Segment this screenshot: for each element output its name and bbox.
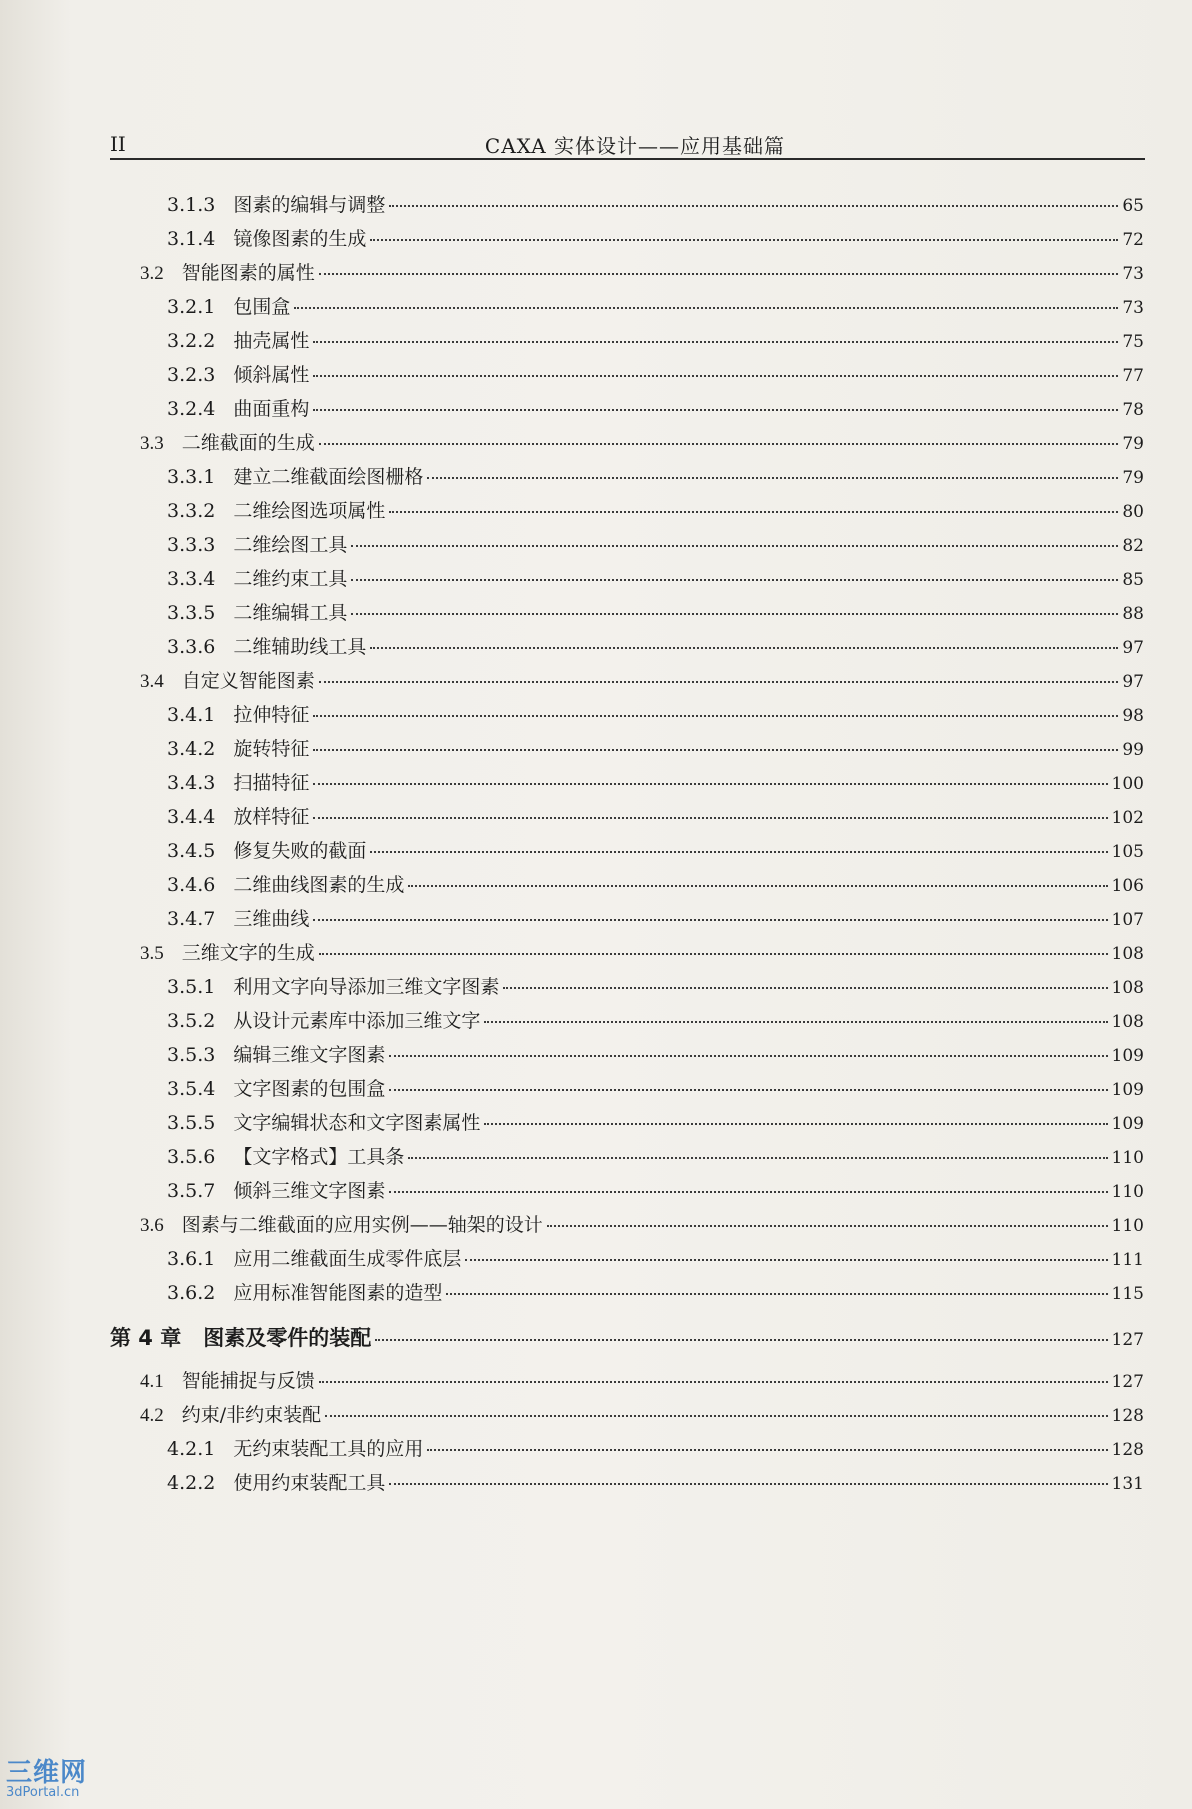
toc-entry-number: 3.4.2	[167, 738, 216, 760]
toc-entry	[167, 734, 1144, 760]
toc-entry-title: 无约束装配工具的应用	[233, 1438, 424, 1460]
toc-entry	[167, 1108, 1144, 1134]
toc-entry-title: 文字图素的包围盒	[233, 1078, 386, 1100]
toc-entry-page: 110	[1111, 1216, 1144, 1236]
toc-entry-number: 3.6.1	[167, 1248, 216, 1270]
toc-entry	[167, 1176, 1144, 1202]
dot-leader	[370, 647, 1118, 649]
toc-entry-page: 127	[1111, 1330, 1144, 1350]
toc-entry-number: 3.1.4	[167, 228, 216, 250]
toc-entry-title: 旋转特征	[233, 738, 310, 760]
toc-entry-title: 图素及零件的装配	[203, 1326, 372, 1350]
dot-leader	[325, 1415, 1107, 1417]
toc-entry-page: 77	[1122, 366, 1144, 386]
toc-entry-number: 3.3.2	[167, 500, 216, 522]
toc-entry-page: 107	[1111, 910, 1144, 930]
dot-leader	[389, 1055, 1107, 1057]
toc-entry	[167, 598, 1144, 624]
toc-entry-page: 73	[1122, 264, 1144, 284]
toc-entry-number: 3.5	[140, 943, 164, 964]
toc-entry-number: 3.3.6	[167, 636, 216, 658]
toc-entry-number: 3.6.2	[167, 1282, 216, 1304]
dot-leader	[375, 1339, 1107, 1341]
toc-entry-title: 三维文字的生成	[181, 942, 315, 964]
toc-entry-number: 4.2.2	[167, 1472, 216, 1494]
dot-leader	[408, 1157, 1107, 1159]
toc-entry-title: 【文字格式】工具条	[233, 1146, 405, 1168]
toc-entry-page: 79	[1122, 468, 1144, 488]
dot-leader	[313, 375, 1118, 377]
toc-entry-number: 4.2.1	[167, 1438, 216, 1460]
toc-entry	[167, 462, 1144, 488]
toc-entry-page: 102	[1111, 808, 1144, 828]
toc-entry-page: 108	[1111, 978, 1144, 998]
toc-entry	[167, 1278, 1144, 1304]
dot-leader	[351, 579, 1118, 581]
toc-entry-title: 应用标准智能图素的造型	[233, 1282, 443, 1304]
toc-entry-title: 二维截面的生成	[181, 432, 315, 454]
toc-entry	[167, 632, 1144, 658]
toc-entry-page: 110	[1111, 1182, 1144, 1202]
toc-entry-number: 3.5.5	[167, 1112, 216, 1134]
toc-entry-number: 3.3.5	[167, 602, 216, 624]
toc-entry	[167, 564, 1144, 590]
toc-entry-number: 4.2	[140, 1405, 164, 1426]
toc-entry-title: 二维绘图工具	[233, 534, 348, 556]
toc-entry	[110, 1322, 1144, 1348]
toc-entry-page: 109	[1111, 1080, 1144, 1100]
toc-entry-title: 应用二维截面生成零件底层	[233, 1248, 462, 1270]
dot-leader	[294, 307, 1118, 309]
toc-entry	[167, 1074, 1144, 1100]
toc-entry	[167, 190, 1144, 216]
dot-leader	[465, 1259, 1107, 1261]
toc-entry-number: 3.1.3	[167, 194, 216, 216]
dot-leader	[313, 409, 1118, 411]
toc-entry-number: 3.4.7	[167, 908, 216, 930]
dot-leader	[370, 851, 1107, 853]
toc-entry-title: 智能捕捉与反馈	[181, 1370, 315, 1392]
toc-entry-title: 二维约束工具	[233, 568, 348, 590]
toc-entry-title: 三维曲线	[233, 908, 310, 930]
watermark-brand: 三维网	[6, 1758, 88, 1788]
toc-entry-title: 倾斜属性	[233, 364, 310, 386]
toc-entry-number: 3.5.7	[167, 1180, 216, 1202]
dot-leader	[313, 817, 1107, 819]
toc-entry	[167, 768, 1144, 794]
toc-entry-title: 拉伸特征	[233, 704, 310, 726]
toc-entry	[167, 394, 1144, 420]
toc-entry	[167, 836, 1144, 862]
toc-entry-page: 88	[1122, 604, 1144, 624]
toc-entry	[167, 292, 1144, 318]
toc-entry-title: 曲面重构	[233, 398, 310, 420]
toc-entry-title: 文字编辑状态和文字图素属性	[233, 1112, 481, 1134]
toc-entry-title: 抽壳属性	[233, 330, 310, 352]
toc-entry-title: 修复失败的截面	[233, 840, 367, 862]
dot-leader	[313, 783, 1107, 785]
toc-entry-page: 128	[1111, 1406, 1144, 1426]
dot-leader	[389, 1483, 1107, 1485]
toc-entry-page: 109	[1111, 1046, 1144, 1066]
toc-entry	[140, 258, 1144, 284]
toc-entry-number: 3.2	[140, 263, 164, 284]
dot-leader	[313, 341, 1118, 343]
toc-entry-number: 3.4.1	[167, 704, 216, 726]
toc-entry-number: 3.4.4	[167, 806, 216, 828]
toc-entry-page: 72	[1122, 230, 1144, 250]
dot-leader	[503, 987, 1107, 989]
toc-entry-page: 100	[1111, 774, 1144, 794]
toc-entry-number: 3.3	[140, 433, 164, 454]
toc-entry-title: 建立二维截面绘图栅格	[233, 466, 424, 488]
toc-entry	[167, 1468, 1144, 1494]
toc-entry-number: 3.3.1	[167, 466, 216, 488]
dot-leader	[313, 749, 1118, 751]
toc-entry-page: 115	[1111, 1284, 1144, 1304]
dot-leader	[547, 1225, 1108, 1227]
toc-entry	[167, 1434, 1144, 1460]
toc-entry	[167, 1142, 1144, 1168]
dot-leader	[389, 1089, 1107, 1091]
dot-leader	[313, 919, 1107, 921]
toc-entry-number: 3.3.4	[167, 568, 216, 590]
dot-leader	[389, 205, 1118, 207]
toc-entry-page: 75	[1122, 332, 1144, 352]
page-header	[110, 128, 1145, 160]
dot-leader	[389, 511, 1118, 513]
site-watermark-logo	[6, 1752, 87, 1800]
toc-entry-title: 利用文字向导添加三维文字图素	[233, 976, 500, 998]
toc-entry	[140, 428, 1144, 454]
dot-leader	[389, 1191, 1107, 1193]
book-title: CAXA 实体设计——应用基础篇	[484, 134, 785, 158]
toc-entry	[167, 972, 1144, 998]
toc-entry-title: 自定义智能图素	[181, 670, 315, 692]
toc-entry-page: 97	[1122, 672, 1144, 692]
toc-entry-page: 78	[1122, 400, 1144, 420]
toc-entry-page: 131	[1111, 1474, 1144, 1494]
toc-entry-page: 111	[1111, 1250, 1144, 1270]
toc-entry	[167, 360, 1144, 386]
toc-entry	[167, 224, 1144, 250]
toc-entry-number: 3.5.4	[167, 1078, 216, 1100]
dot-leader	[313, 715, 1118, 717]
toc-entry-title: 二维曲线图素的生成	[233, 874, 405, 896]
toc-entry-number: 3.5.1	[167, 976, 216, 998]
toc-entry-title: 智能图素的属性	[181, 262, 315, 284]
toc-entry-number: 3.3.3	[167, 534, 216, 556]
toc-entry-title: 二维绘图选项属性	[233, 500, 386, 522]
dot-leader	[408, 885, 1107, 887]
toc-entry-page: 108	[1111, 1012, 1144, 1032]
toc-entry-page: 99	[1122, 740, 1144, 760]
toc-entry	[140, 1210, 1144, 1236]
dot-leader	[319, 681, 1119, 683]
toc-entry	[140, 666, 1144, 692]
toc-entry-number: 3.5.6	[167, 1146, 216, 1168]
dot-leader	[319, 273, 1119, 275]
toc-entry-number: 3.2.4	[167, 398, 216, 420]
dot-leader	[427, 1449, 1107, 1451]
dot-leader	[319, 953, 1108, 955]
toc-entry-title: 从设计元素库中添加三维文字	[233, 1010, 481, 1032]
dot-leader	[484, 1021, 1107, 1023]
toc-entry	[167, 904, 1144, 930]
toc-entry-page: 85	[1122, 570, 1144, 590]
toc-entry-number: 3.4	[140, 671, 164, 692]
toc-entry-page: 127	[1111, 1372, 1144, 1392]
toc-entry-title: 倾斜三维文字图素	[233, 1180, 386, 1202]
toc-entry-title: 使用约束装配工具	[233, 1472, 386, 1494]
toc-entry	[167, 496, 1144, 522]
dot-leader	[319, 443, 1119, 445]
toc-entry	[167, 530, 1144, 556]
toc-entry-number: 3.5.2	[167, 1010, 216, 1032]
dot-leader	[319, 1381, 1108, 1383]
toc-entry-title: 包围盒	[233, 296, 291, 318]
toc-entry	[140, 938, 1144, 964]
toc-entry-number: 3.4.6	[167, 874, 216, 896]
toc-entry-page: 79	[1122, 434, 1144, 454]
toc-entry	[140, 1366, 1144, 1392]
toc-entry-page: 105	[1111, 842, 1144, 862]
toc-entry	[167, 326, 1144, 352]
toc-entry-number: 4.1	[140, 1371, 164, 1392]
toc-entry-page: 97	[1122, 638, 1144, 658]
toc-entry	[167, 1040, 1144, 1066]
toc-entry-title: 图素的编辑与调整	[233, 194, 386, 216]
toc-entry-page: 109	[1111, 1114, 1144, 1134]
toc-entry-title: 图素与二维截面的应用实例——轴架的设计	[181, 1214, 543, 1236]
toc-entry-page: 98	[1122, 706, 1144, 726]
toc-entry	[167, 1006, 1144, 1032]
toc-entry-number: 3.4.3	[167, 772, 216, 794]
toc-entry-page: 82	[1122, 536, 1144, 556]
dot-leader	[351, 545, 1118, 547]
toc-entry-page: 65	[1122, 196, 1144, 216]
toc-entry-number: 3.2.3	[167, 364, 216, 386]
toc-entry	[140, 1400, 1144, 1426]
watermark-url: 3dPortal.cn	[6, 1785, 80, 1800]
dot-leader	[446, 1293, 1107, 1295]
dot-leader	[351, 613, 1118, 615]
toc-entry-title: 镜像图素的生成	[233, 228, 367, 250]
toc-entry-number: 3.2.2	[167, 330, 216, 352]
toc-entry-number: 3.2.1	[167, 296, 216, 318]
toc-entry-page: 128	[1111, 1440, 1144, 1460]
toc-entry-title: 约束/非约束装配	[181, 1404, 322, 1426]
toc-entry-number: 3.4.5	[167, 840, 216, 862]
dot-leader	[484, 1123, 1107, 1125]
toc-entry-title: 二维辅助线工具	[233, 636, 367, 658]
toc-entry	[167, 1244, 1144, 1270]
dot-leader	[370, 239, 1118, 241]
toc-entry-title: 放样特征	[233, 806, 310, 828]
dot-leader	[427, 477, 1118, 479]
toc-entry-page: 110	[1111, 1148, 1144, 1168]
toc-entry-page: 73	[1122, 298, 1144, 318]
toc-entry	[167, 700, 1144, 726]
toc-entry	[167, 870, 1144, 896]
toc-entry-number: 3.6	[140, 1215, 164, 1236]
page-number: II	[110, 132, 126, 156]
toc-entry	[167, 802, 1144, 828]
toc-entry-title: 编辑三维文字图素	[233, 1044, 386, 1066]
toc-entry-page: 108	[1111, 944, 1144, 964]
toc-entry-page: 106	[1111, 876, 1144, 896]
toc-entry-number: 3.5.3	[167, 1044, 216, 1066]
toc-entry-title: 二维编辑工具	[233, 602, 348, 624]
toc-entry-page: 80	[1122, 502, 1144, 522]
toc-entry-number: 第 4 章	[110, 1326, 182, 1350]
toc-entry-title: 扫描特征	[233, 772, 310, 794]
